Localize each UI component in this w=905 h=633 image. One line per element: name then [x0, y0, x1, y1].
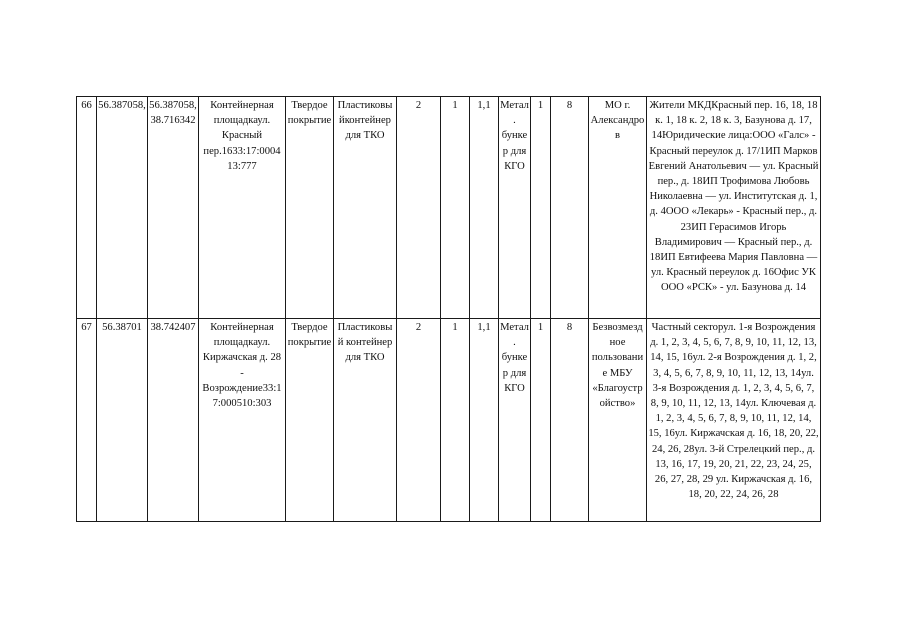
container-type-cell: Пластиковы й контейнер для ТКО	[334, 319, 397, 522]
quantity-cell: 1	[531, 319, 551, 522]
volume-cell: 8	[551, 319, 589, 522]
quantity-cell: 1	[441, 319, 470, 522]
waste-sources-cell: Жители МКДКрасный пер. 16, 18, 18 к. 1, 18 к. 2, 18 к. 3, Базунова д. 17, 14Юридические лица:ООО «Галс» - Красный переулок д. 17/1ИП Марков Евгений Анатольевич — ул. Красный пер., д. 18ИП Трофимова Любовь Николаевна — ул. Институтская д. 1, д. 4ООО «Лекарь» - Красный пер., д. 23ИП Герасимов Игорь Владимирович — Красный пер., д. 18ИП Евтифеева Мария Павловна — ул. Красный переулок д. 16Офис УК ООО «РСК» - ул. Базунова д. 14	[647, 97, 821, 319]
owner-cell: МО г. Александро в	[589, 97, 647, 319]
quantity-cell: 2	[397, 319, 441, 522]
row-number: 66	[77, 97, 97, 319]
latitude-cell: 56.38701	[97, 319, 148, 522]
address-cell: Контейнерная площадкаул. Красный пер.1633:17:0004 13:777	[199, 97, 286, 319]
table-row	[77, 97, 821, 319]
volume-cell: 1,1	[470, 97, 499, 319]
coordinates-cell: 38.742407	[148, 319, 199, 522]
waste-sources-cell: Частный секторул. 1-я Возрождения д. 1, 2, 3, 4, 5, 6, 7, 8, 9, 10, 11, 12, 13, 14, 15, 16ул. 2-я Возрождения д. 1, 2, 3, 4, 5, 6, 7, 8, 9, 10, 11, 12, 13, 14ул. 3-я Возрождения д. 1, 2, 3, 4, 5, 6, 7, 8, 9, 10, 11, 12, 13, 14ул. Ключевая д. 1, 2, 3, 4, 5, 6, 7, 8, 9, 10, 11, 12, 14, 15, 16ул. Киржачская д. 16, 18, 20, 22, 24, 26, 28ул. 3-й Стрелецкий пер., д. 13, 16, 17, 19, 20, 21, 22, 23, 24, 25, 26, 27, 28, 29 ул. Киржачская д. 16, 18, 20, 22, 24, 26, 28	[647, 319, 821, 522]
quantity-cell: 1	[531, 97, 551, 319]
bunker-cell: Метал. бункер для КГО	[499, 97, 531, 319]
coordinates-cell: 56.387058, 38.716342	[148, 97, 199, 319]
row-number: 67	[77, 319, 97, 522]
surface-cell: Твердое покрытие	[286, 97, 334, 319]
container-sites-table	[76, 96, 821, 522]
bunker-cell: Метал. бункер для КГО	[499, 319, 531, 522]
quantity-cell: 1	[441, 97, 470, 319]
owner-cell: Безвозмезд ное пользовани е МБУ «Благоустр ойство»	[589, 319, 647, 522]
latitude-cell: 56.387058,	[97, 97, 148, 319]
volume-cell: 1,1	[470, 319, 499, 522]
volume-cell: 8	[551, 97, 589, 319]
container-type-cell: Пластиковы йконтейнер для ТКО	[334, 97, 397, 319]
quantity-cell: 2	[397, 97, 441, 319]
table-row	[77, 319, 821, 522]
surface-cell: Твердое покрытие	[286, 319, 334, 522]
address-cell: Контейнерная площадкаул. Киржачская д. 28 - Возрождение33:1 7:000510:303	[199, 319, 286, 522]
